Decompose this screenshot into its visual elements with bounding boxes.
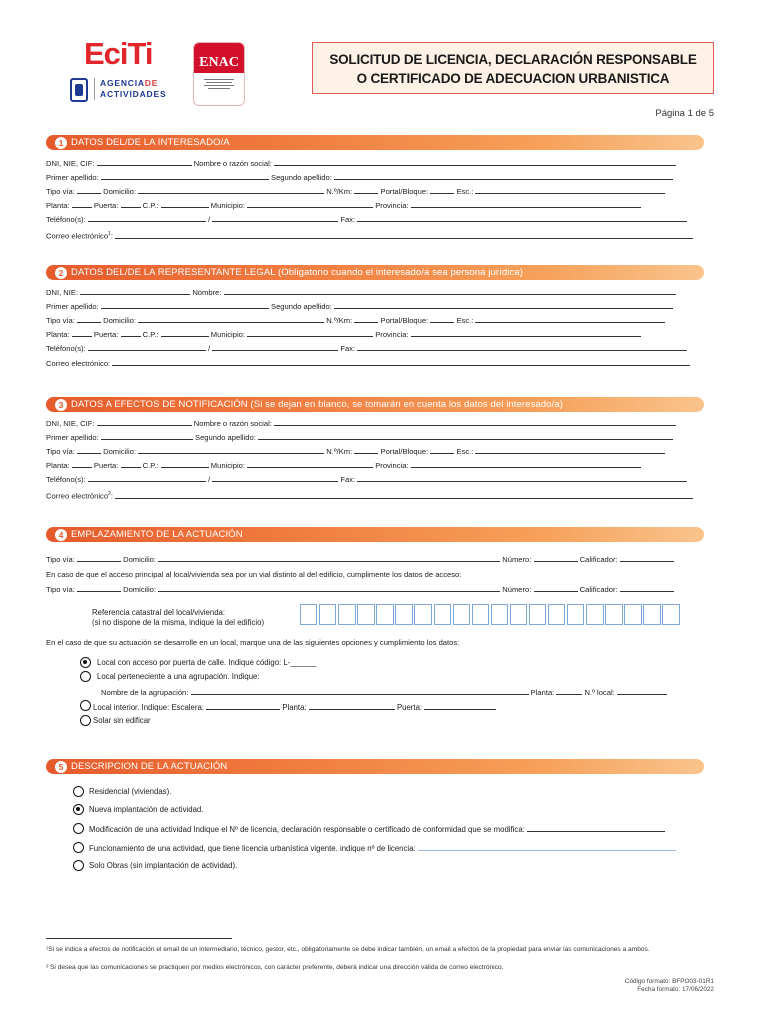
rep-telefono2-field[interactable]	[212, 343, 338, 351]
s3-row-dni	[46, 418, 704, 429]
s4-local-note: En el caso de que su actuación se desarrolle en un local, marque una de las siguientes opciones y cumplimiento los datos:	[46, 638, 460, 647]
label-cp: C.P.:	[142, 330, 159, 339]
refcat-cell[interactable]	[548, 604, 565, 625]
label-tipo-via: Tipo vía:	[46, 555, 75, 564]
esc-field[interactable]	[475, 186, 665, 194]
fax-field[interactable]	[357, 214, 687, 222]
label-calificador: Calificador:	[579, 585, 618, 594]
not-n-km-field[interactable]	[354, 446, 378, 454]
acc-numero-field[interactable]	[534, 584, 578, 592]
not-nombre-field[interactable]	[274, 418, 676, 426]
emp-numero-field[interactable]	[534, 554, 578, 562]
referencia-catastral-label	[92, 608, 264, 628]
emp-calificador-field[interactable]	[620, 554, 674, 562]
fecha-formato: Fecha formato: 17/06/2022	[637, 986, 714, 994]
enac-logo	[193, 42, 245, 106]
refcat-cell[interactable]	[395, 604, 412, 625]
option-solo-obras-label: Solo Obras (sin implantación de actividad).	[89, 861, 238, 870]
label-esc: Esc.:	[456, 316, 474, 325]
label-nombre-razon: Nombre o razón social:	[193, 419, 272, 428]
rep-n-km-field[interactable]	[354, 315, 378, 323]
not-fax-field[interactable]	[357, 474, 687, 482]
s3-row-apellidos	[46, 432, 704, 443]
form-title-line1: SOLICITUD DE LICENCIA, DECLARACIÓN RESPONSABLE	[329, 52, 697, 67]
option-local-agrupacion-label: Local perteneciente a una agrupación. Indique:	[97, 672, 260, 681]
refcat-cell[interactable]	[472, 604, 489, 625]
rep-correo-field[interactable]	[112, 358, 690, 366]
section-1-header	[46, 135, 704, 150]
not-dni-field[interactable]	[97, 418, 192, 426]
interior-escalera-field[interactable]	[206, 702, 280, 710]
label-planta: Planta:	[46, 330, 70, 339]
form-title-line2: O CERTIFICADO DE ADECUACION URBANISTICA	[356, 71, 670, 86]
not-cp-field[interactable]	[161, 460, 209, 468]
agencia-de: DE	[144, 78, 159, 88]
correo-field[interactable]	[115, 231, 693, 239]
page-number: Página 1 de 5	[655, 108, 714, 119]
label-puerta: Puerta:	[93, 201, 119, 210]
label-primer-apellido: Primer apellido:	[46, 302, 99, 311]
label-slash: /	[207, 215, 211, 224]
option-funcionamiento-radio[interactable]	[73, 842, 84, 853]
referencia-catastral-grid[interactable]	[300, 604, 682, 625]
section-number: 4	[55, 529, 67, 541]
section-2-header	[46, 265, 704, 280]
enac-wordmark: ENAC	[194, 43, 244, 73]
label-fax: Fax:	[340, 215, 356, 224]
option-residencial-label: Residencial (viviendas).	[89, 787, 172, 796]
rep-domicilio-field[interactable]	[138, 315, 324, 323]
agrupacion-row	[101, 687, 704, 698]
option-modificacion-radio[interactable]	[73, 823, 84, 834]
label-telefonos: Teléfono(s):	[46, 344, 86, 353]
not-primer-apellido-field[interactable]	[101, 432, 193, 440]
label-telefonos: Teléfono(s):	[46, 215, 86, 224]
rep-segundo-apellido-field[interactable]	[334, 301, 673, 309]
label-tipo-via: Tipo vía:	[46, 316, 75, 325]
s2-row-telefono	[46, 343, 704, 354]
label-correo: Correo electrónico:	[46, 359, 111, 368]
rep-nombre-field[interactable]	[224, 287, 676, 295]
not-planta-field[interactable]	[72, 460, 92, 468]
provincia-field[interactable]	[411, 200, 641, 208]
refcat-cell[interactable]	[643, 604, 660, 625]
s2-row-apellidos	[46, 301, 704, 312]
not-esc-field[interactable]	[475, 446, 665, 454]
option-local-interior-row	[93, 702, 496, 713]
label-n-km: N.º/Km:	[326, 316, 353, 325]
label-domicilio: Domicilio:	[103, 316, 137, 325]
s2-row-planta	[46, 329, 704, 340]
agencia-actividades-logo	[94, 78, 176, 100]
label-provincia: Provincia:	[375, 201, 409, 210]
section-title: DATOS DEL/DE LA INTERESADO/A	[71, 137, 230, 148]
agrupacion-planta-field[interactable]	[556, 687, 582, 695]
label-nombre: Nombre:	[192, 288, 222, 297]
label-puerta: Puerta:	[93, 461, 119, 470]
label-colon: :	[110, 231, 113, 241]
enac-fineprint	[194, 79, 244, 89]
refcat-cell[interactable]	[624, 604, 641, 625]
footnote-ref-1: 1	[108, 231, 111, 237]
municipio-field[interactable]	[247, 200, 373, 208]
option-nueva-implantacion-radio[interactable]	[73, 804, 84, 815]
label-planta: Planta:	[46, 461, 70, 470]
rep-esc-field[interactable]	[475, 315, 665, 323]
s4-row-acceso	[46, 584, 704, 595]
footnote-2: ² Si desea que las comunicaciones se practiquen por medios electrónicos, con carácter preferente, deberá indicar una dirección válida de correo electrónico.	[46, 964, 504, 971]
rep-municipio-field[interactable]	[247, 329, 373, 337]
label-tipo-via: Tipo vía:	[46, 585, 75, 594]
rep-planta-field[interactable]	[72, 329, 92, 337]
refcat-cell[interactable]	[605, 604, 622, 625]
refcat-cell[interactable]	[300, 604, 317, 625]
puerta-field[interactable]	[121, 200, 141, 208]
refcat-cell[interactable]	[338, 604, 355, 625]
s4-acceso-note: En caso de que el acceso principal al local/vivienda sea por un vial distinto al del edificio, cumplimente los datos de acceso:	[46, 570, 462, 579]
not-tipo-via-field[interactable]	[77, 446, 101, 454]
form-title-box	[312, 42, 714, 94]
label-numero: Número:	[502, 585, 532, 594]
funcionamiento-licencia-field[interactable]	[418, 843, 676, 851]
label-tipo-via: Tipo vía:	[46, 447, 75, 456]
label-provincia: Provincia:	[375, 330, 409, 339]
emp-domicilio-field[interactable]	[158, 554, 500, 562]
label-correo: Correo electrónico	[46, 231, 109, 241]
option-nueva-implantacion-label: Nueva implantación de actividad.	[89, 805, 204, 814]
dni-field[interactable]	[97, 158, 192, 166]
rep-telefono1-field[interactable]	[88, 343, 206, 351]
label-slash: /	[207, 475, 211, 484]
rep-portal-field[interactable]	[430, 315, 454, 323]
interior-planta-field[interactable]	[309, 702, 395, 710]
label-n-km: N.º/Km:	[326, 447, 353, 456]
s1-row-dni	[46, 158, 704, 169]
s1-row-via	[46, 186, 704, 197]
footnote-divider	[46, 938, 232, 939]
acc-calificador-field[interactable]	[620, 584, 674, 592]
label-interior-planta: Planta:	[282, 703, 307, 712]
primer-apellido-field[interactable]	[101, 172, 269, 180]
section-5-header	[46, 759, 704, 774]
label-municipio: Municipio:	[210, 461, 245, 470]
label-telefonos: Teléfono(s):	[46, 475, 86, 484]
refcat-cell[interactable]	[662, 604, 679, 625]
agencia-word: AGENCIA	[100, 78, 145, 88]
label-nombre-razon: Nombre o razón social:	[193, 159, 272, 168]
s3-row-correo	[46, 489, 704, 502]
label-portal-bloque: Portal/Bloque:	[380, 187, 429, 196]
label-cp: C.P.:	[142, 461, 159, 470]
option-funcionamiento-label: Funcionamiento de una actividad, que tiene licencia urbanística vigente. indique nº de licencia:	[89, 844, 416, 853]
s3-row-via	[46, 446, 704, 457]
rep-provincia-field[interactable]	[411, 329, 641, 337]
refcat-cell[interactable]	[434, 604, 451, 625]
label-dni-nie-cif: DNI, NIE, CIF:	[46, 159, 95, 168]
refcat-cell[interactable]	[491, 604, 508, 625]
option-solar-radio[interactable]	[80, 715, 91, 726]
label-puerta: Puerta:	[93, 330, 119, 339]
madrid-crest-icon	[70, 78, 88, 102]
s1-row-planta	[46, 200, 704, 211]
s1-row-telefono	[46, 214, 704, 225]
label-segundo-apellido: Segundo apellido:	[195, 433, 256, 442]
section-4-header	[46, 527, 704, 542]
not-telefono2-field[interactable]	[212, 474, 338, 482]
option-residencial-radio[interactable]	[73, 786, 84, 797]
not-portal-field[interactable]	[430, 446, 454, 454]
s1-row-correo	[46, 229, 704, 242]
not-puerta-field[interactable]	[121, 460, 141, 468]
rep-dni-field[interactable]	[80, 287, 190, 295]
option-local-interior-radio[interactable]	[80, 700, 91, 711]
codigo-formato: Código formato: BFPO03-01R1	[624, 978, 714, 985]
footnote-1: ¹Si se indica a efectos de notificación el email de un intermediario, técnico, gestor, etc., obligatoriamente se debe indicar también, un email a efectos de la propiedad para enviar las comunicaciones a ambos.	[46, 946, 650, 953]
label-tipo-via: Tipo vía:	[46, 187, 75, 196]
refcat-cell[interactable]	[319, 604, 336, 625]
label-primer-apellido: Primer apellido:	[46, 433, 99, 442]
cp-field[interactable]	[161, 200, 209, 208]
not-correo-field[interactable]	[115, 491, 693, 499]
option-local-calle-radio[interactable]	[80, 657, 91, 668]
tipo-via-field[interactable]	[77, 186, 101, 194]
rep-fax-field[interactable]	[357, 343, 687, 351]
not-telefono1-field[interactable]	[88, 474, 206, 482]
section-title: DATOS DEL/DE LA REPRESENTANTE LEGAL (Obligatorio cuando el interesado/a sea persona jurídica)	[71, 267, 523, 278]
label-domicilio: Domicilio:	[123, 555, 157, 564]
label-segundo-apellido: Segundo apellido:	[271, 302, 332, 311]
label-portal-bloque: Portal/Bloque:	[380, 316, 429, 325]
label-provincia: Provincia:	[375, 461, 409, 470]
footnote-ref-2: 2	[108, 491, 111, 497]
acc-tipo-via-field[interactable]	[77, 584, 121, 592]
label-numero: Número:	[502, 555, 532, 564]
not-municipio-field[interactable]	[247, 460, 373, 468]
section-title: DESCRIPCION DE LA ACTUACIÓN	[71, 761, 228, 772]
section-number: 2	[55, 267, 67, 279]
refcat-line1: Referencia catastral del local/vivienda:	[92, 608, 226, 617]
option-solo-obras-radio[interactable]	[73, 860, 84, 871]
acc-domicilio-field[interactable]	[158, 584, 500, 592]
domicilio-field[interactable]	[138, 186, 324, 194]
section-title: DATOS A EFECTOS DE NOTIFICACIÓN (Si se dejan en blanco, se tomarán en cuenta los datos del interesado/a)	[71, 399, 563, 410]
label-dni-nie: DNI, NIE:	[46, 288, 79, 297]
interior-puerta-field[interactable]	[424, 702, 496, 710]
section-title: EMPLAZAMIENTO DE LA ACTUACIÓN	[71, 529, 243, 540]
label-portal-bloque: Portal/Bloque:	[380, 447, 429, 456]
agrupacion-nombre-field[interactable]	[191, 687, 529, 695]
label-municipio: Municipio:	[210, 330, 245, 339]
s2-row-via	[46, 315, 704, 326]
label-agrupacion-planta: Planta:	[530, 688, 555, 697]
label-nombre-agrupacion: Nombre de la agrupación:	[101, 688, 189, 697]
actividades-word: ACTIVIDADES	[100, 89, 167, 99]
rep-puerta-field[interactable]	[121, 329, 141, 337]
label-dni-nie-cif: DNI, NIE, CIF:	[46, 419, 95, 428]
s2-row-correo	[46, 358, 704, 369]
refcat-cell[interactable]	[453, 604, 470, 625]
not-domicilio-field[interactable]	[138, 446, 324, 454]
label-n-km: N.º/Km:	[326, 187, 353, 196]
section-number: 3	[55, 399, 67, 411]
portal-bloque-field[interactable]	[430, 186, 454, 194]
label-domicilio: Domicilio:	[123, 585, 157, 594]
refcat-cell[interactable]	[376, 604, 393, 625]
s1-row-apellidos	[46, 172, 704, 183]
nombre-razon-field[interactable]	[274, 158, 676, 166]
refcat-cell[interactable]	[586, 604, 603, 625]
refcat-line2: (si no dispone de la misma, indique la del edificio)	[92, 618, 265, 627]
label-esc: Esc.:	[456, 447, 474, 456]
eciti-logo: EciTi	[84, 36, 153, 71]
s2-row-dni	[46, 287, 704, 298]
label-municipio: Municipio:	[210, 201, 245, 210]
label-n-local: N.º local:	[584, 688, 615, 697]
label-calificador: Calificador:	[579, 555, 618, 564]
rep-tipo-via-field[interactable]	[77, 315, 101, 323]
label-fax: Fax:	[340, 344, 356, 353]
option-local-interior-label: Local interior. Indique: Escalera:	[93, 703, 204, 712]
n-km-field[interactable]	[354, 186, 378, 194]
segundo-apellido-field[interactable]	[334, 172, 673, 180]
option-modificacion-row	[89, 824, 665, 835]
planta-field[interactable]	[72, 200, 92, 208]
refcat-cell[interactable]	[567, 604, 584, 625]
telefono1-field[interactable]	[88, 214, 206, 222]
option-modificacion-label: Modificación de una actividad Indique el Nº de licencia, declaración responsable o certificado de conformidad que se modifica:	[89, 825, 525, 834]
telefono2-field[interactable]	[212, 214, 338, 222]
section-3-header	[46, 397, 704, 412]
label-colon: :	[110, 491, 113, 501]
label-esc: Esc.:	[456, 187, 474, 196]
label-cp: C.P.:	[142, 201, 159, 210]
s4-row-via	[46, 554, 704, 565]
s3-row-telefono	[46, 474, 704, 485]
refcat-cell[interactable]	[529, 604, 546, 625]
option-local-agrupacion-radio[interactable]	[80, 671, 91, 682]
option-local-calle-label: Local con acceso por puerta de calle. Indique código: L-______	[97, 658, 317, 667]
emp-tipo-via-field[interactable]	[77, 554, 121, 562]
s3-row-planta	[46, 460, 704, 471]
agrupacion-n-local-field[interactable]	[617, 687, 667, 695]
label-domicilio: Domicilio:	[103, 447, 137, 456]
not-segundo-apellido-field[interactable]	[258, 432, 673, 440]
refcat-cell[interactable]	[357, 604, 374, 625]
label-fax: Fax:	[340, 475, 356, 484]
rep-cp-field[interactable]	[161, 329, 209, 337]
format-codes	[625, 978, 714, 995]
label-planta: Planta:	[46, 201, 70, 210]
option-solar-label: Solar sin edificar	[93, 716, 151, 725]
label-slash: /	[207, 344, 211, 353]
label-interior-puerta: Puerta:	[396, 703, 423, 712]
not-provincia-field[interactable]	[411, 460, 641, 468]
label-primer-apellido: Primer apellido:	[46, 173, 99, 182]
rep-primer-apellido-field[interactable]	[101, 301, 269, 309]
label-domicilio: Domicilio:	[103, 187, 137, 196]
refcat-cell[interactable]	[414, 604, 431, 625]
modificacion-field[interactable]	[527, 824, 665, 832]
refcat-cell[interactable]	[510, 604, 527, 625]
label-correo: Correo electrónico	[46, 491, 109, 501]
label-segundo-apellido: Segundo apellido:	[271, 173, 332, 182]
section-number: 5	[55, 761, 67, 773]
option-funcionamiento-row	[89, 843, 676, 854]
section-number: 1	[55, 137, 67, 149]
